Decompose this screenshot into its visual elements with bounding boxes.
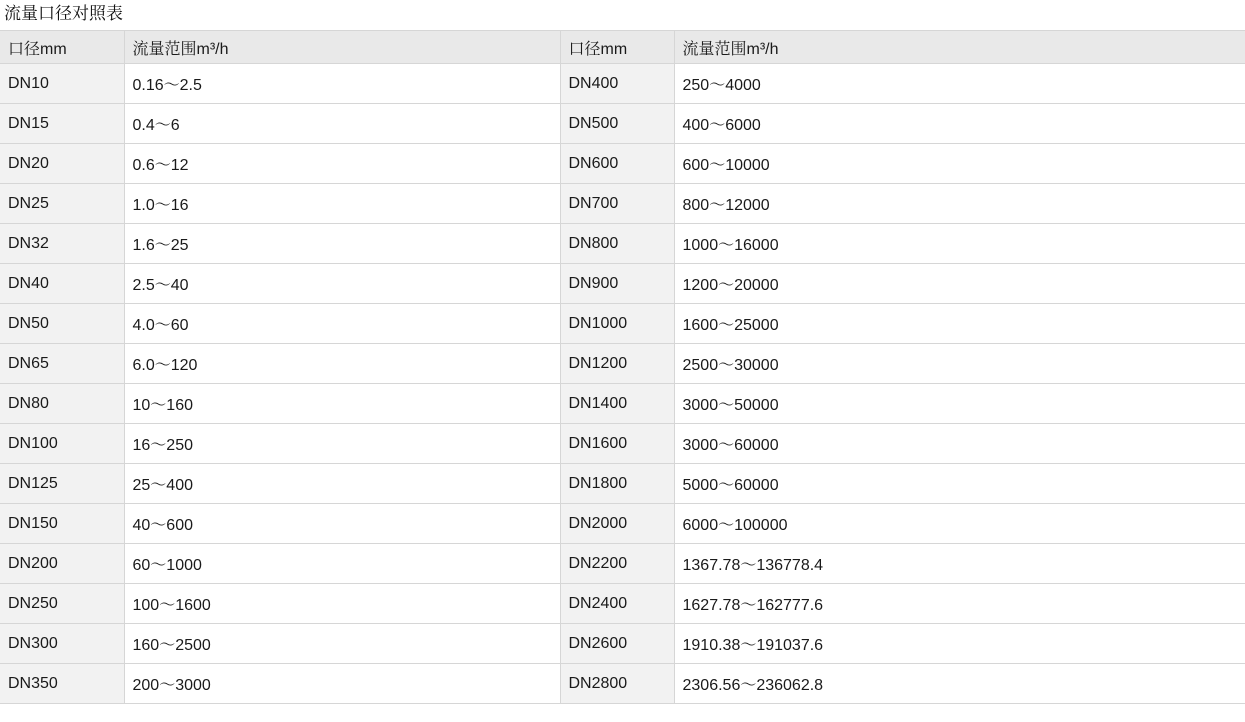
cell-diameter-left: DN250	[0, 584, 124, 624]
table-row	[0, 384, 1245, 424]
table-row	[0, 504, 1245, 544]
cell-range-right: 400～6000	[674, 104, 1245, 144]
cell-range-right: 2306.56～236062.8	[674, 664, 1245, 704]
table-row	[0, 264, 1245, 304]
table-row	[0, 664, 1245, 704]
table-row	[0, 144, 1245, 184]
cell-diameter-right: DN800	[560, 224, 674, 264]
column-header-diameter-right: 口径mm	[560, 31, 674, 64]
cell-diameter-right: DN600	[560, 144, 674, 184]
cell-diameter-right: DN2400	[560, 584, 674, 624]
cell-range-left: 160～2500	[124, 624, 560, 664]
table-header-row	[0, 31, 1245, 64]
cell-diameter-right: DN1200	[560, 344, 674, 384]
table-row	[0, 424, 1245, 464]
table-row	[0, 104, 1245, 144]
cell-diameter-left: DN65	[0, 344, 124, 384]
cell-range-right: 1600～25000	[674, 304, 1245, 344]
table-row	[0, 224, 1245, 264]
cell-diameter-left: DN100	[0, 424, 124, 464]
table-row	[0, 344, 1245, 384]
page-title: 流量口径对照表	[4, 4, 123, 23]
cell-range-right: 3000～60000	[674, 424, 1245, 464]
cell-diameter-left: DN200	[0, 544, 124, 584]
cell-diameter-left: DN20	[0, 144, 124, 184]
cell-diameter-right: DN400	[560, 64, 674, 104]
cell-range-left: 0.4～6	[124, 104, 560, 144]
table-row	[0, 304, 1245, 344]
cell-range-right: 250～4000	[674, 64, 1245, 104]
cell-range-left: 40～600	[124, 504, 560, 544]
flow-diameter-table	[0, 30, 1245, 704]
cell-range-left: 100～1600	[124, 584, 560, 624]
cell-range-left: 60～1000	[124, 544, 560, 584]
column-header-range-right: 流量范围m³/h	[674, 31, 1245, 64]
cell-range-right: 1200～20000	[674, 264, 1245, 304]
cell-range-right: 6000～100000	[674, 504, 1245, 544]
table-row	[0, 624, 1245, 664]
table-row	[0, 64, 1245, 104]
column-header-range-left: 流量范围m³/h	[124, 31, 560, 64]
cell-range-right: 3000～50000	[674, 384, 1245, 424]
cell-diameter-left: DN350	[0, 664, 124, 704]
cell-diameter-right: DN900	[560, 264, 674, 304]
table-row	[0, 464, 1245, 504]
cell-range-left: 25～400	[124, 464, 560, 504]
cell-range-right: 1367.78～136778.4	[674, 544, 1245, 584]
cell-range-left: 2.5～40	[124, 264, 560, 304]
cell-diameter-left: DN15	[0, 104, 124, 144]
cell-range-left: 1.0～16	[124, 184, 560, 224]
cell-diameter-left: DN80	[0, 384, 124, 424]
cell-diameter-right: DN2800	[560, 664, 674, 704]
cell-diameter-right: DN2000	[560, 504, 674, 544]
cell-range-left: 10～160	[124, 384, 560, 424]
cell-range-left: 4.0～60	[124, 304, 560, 344]
cell-diameter-right: DN2600	[560, 624, 674, 664]
table-row	[0, 584, 1245, 624]
table-row	[0, 184, 1245, 224]
cell-diameter-left: DN40	[0, 264, 124, 304]
cell-range-right: 1627.78～162777.6	[674, 584, 1245, 624]
cell-range-left: 200～3000	[124, 664, 560, 704]
table-body	[0, 64, 1245, 704]
cell-diameter-left: DN32	[0, 224, 124, 264]
cell-range-left: 0.6～12	[124, 144, 560, 184]
cell-range-right: 800～12000	[674, 184, 1245, 224]
cell-diameter-right: DN2200	[560, 544, 674, 584]
cell-diameter-right: DN1800	[560, 464, 674, 504]
cell-diameter-left: DN300	[0, 624, 124, 664]
cell-range-left: 16～250	[124, 424, 560, 464]
cell-range-right: 1910.38～191037.6	[674, 624, 1245, 664]
cell-diameter-left: DN10	[0, 64, 124, 104]
cell-diameter-left: DN50	[0, 304, 124, 344]
cell-range-right: 2500～30000	[674, 344, 1245, 384]
cell-range-right: 600～10000	[674, 144, 1245, 184]
cell-range-right: 5000～60000	[674, 464, 1245, 504]
table-row	[0, 544, 1245, 584]
cell-diameter-left: DN125	[0, 464, 124, 504]
column-header-diameter-left: 口径mm	[0, 31, 124, 64]
cell-diameter-left: DN25	[0, 184, 124, 224]
cell-diameter-right: DN1000	[560, 304, 674, 344]
cell-range-right: 1000～16000	[674, 224, 1245, 264]
cell-range-left: 6.0～120	[124, 344, 560, 384]
cell-diameter-left: DN150	[0, 504, 124, 544]
cell-range-left: 1.6～25	[124, 224, 560, 264]
cell-diameter-right: DN1600	[560, 424, 674, 464]
cell-diameter-right: DN500	[560, 104, 674, 144]
cell-range-left: 0.16～2.5	[124, 64, 560, 104]
cell-diameter-right: DN1400	[560, 384, 674, 424]
cell-diameter-right: DN700	[560, 184, 674, 224]
